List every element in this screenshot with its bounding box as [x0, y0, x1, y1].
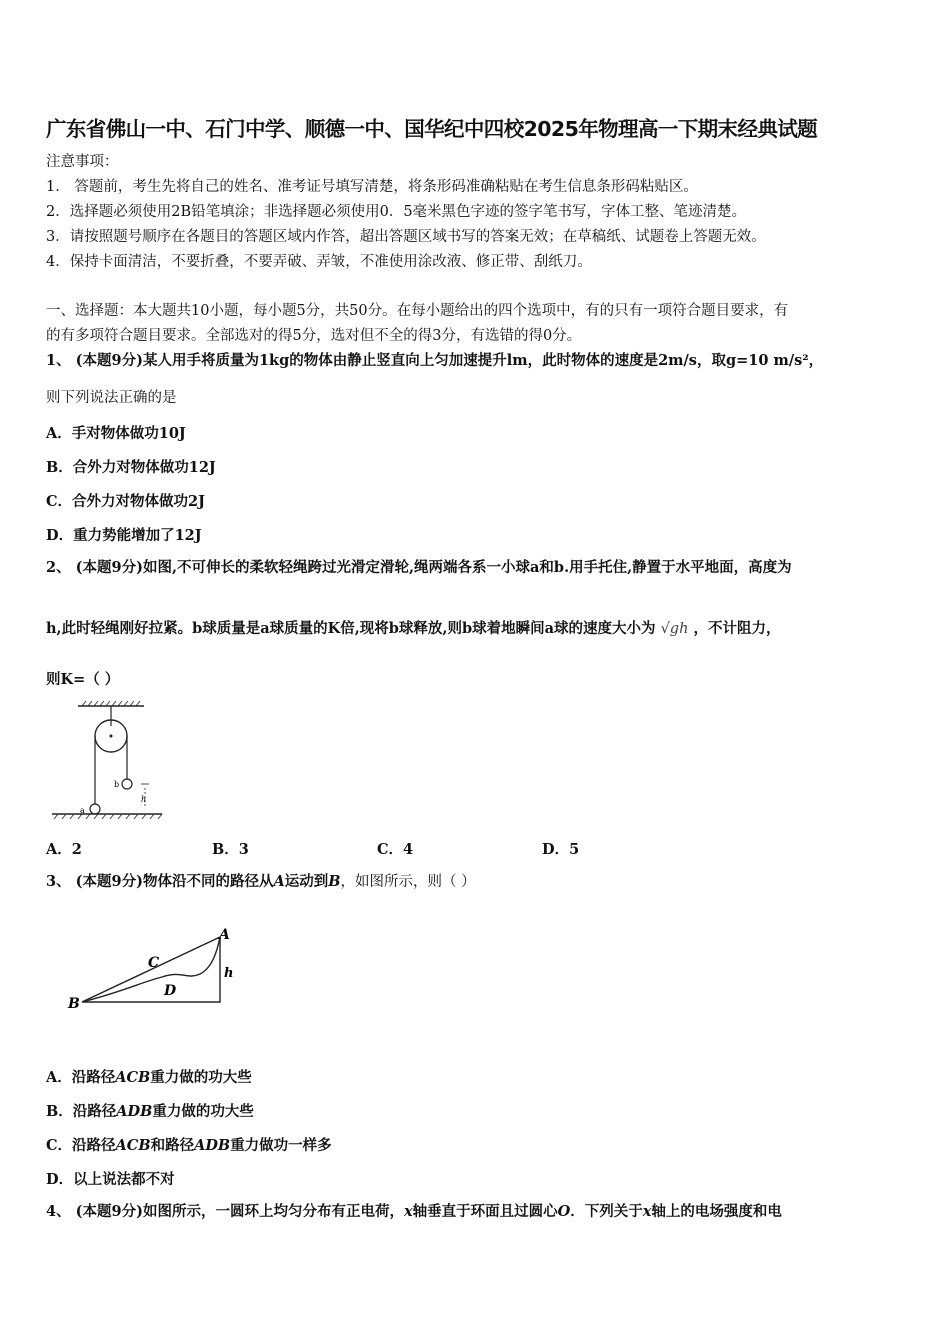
ball-b	[122, 779, 132, 789]
q4-axis-x: x	[403, 1203, 413, 1220]
q1-option-d: D．重力势能增加了12J	[46, 527, 202, 544]
notice-heading: 注意事项：	[46, 154, 119, 170]
q4-text: 轴垂直于环面且过圆心	[412, 1203, 558, 1220]
label-B: B	[68, 996, 80, 1012]
q3-text: 运动到	[284, 873, 329, 890]
q2-text: h,此时轻绳刚好拉紧。b球质量是a球质量的K倍,现将b球释放,则b球着地瞬间a球的速度大小为	[46, 620, 656, 637]
q4-text: 轴上的电场强度和电	[651, 1203, 782, 1220]
q3-option-a	[46, 1066, 252, 1087]
q3-point-b: B	[328, 873, 341, 890]
page-title: 广东省佛山一中、石门中学、顺德一中、国华纪中四校2025年物理高一下期末经典试题	[46, 117, 818, 141]
section-intro: 一、选择题：本大题共10小题，每小题5分，共50分。在每小题给出的四个选项中，有的只有一项符合题目要求，有	[46, 303, 789, 319]
question-1-stem: 1、 (本题9分)某人用手将质量为1kg的物体由静止竖直向上匀加速提升lm，此时物体的速度是2m/s，取g=10 m/s²，	[46, 352, 824, 369]
path-figure	[62, 922, 252, 1018]
q3-option-text: 重力做的功大些	[150, 1069, 252, 1086]
q2-option-b: B．3	[212, 841, 249, 858]
q3-path-name: ACB	[115, 1137, 151, 1154]
question-2-stem-end: 则K=（ ）	[46, 671, 120, 688]
q4-text: ．下列关于	[570, 1203, 643, 1220]
label-C: C	[148, 955, 160, 971]
q1-option-a: A．手对物体做功10J	[46, 425, 186, 442]
q3-path-name: ACB	[115, 1069, 151, 1086]
label-D: D	[164, 983, 177, 999]
q3-text: 3、 (本题9分)物体沿不同的路径从	[46, 873, 274, 890]
q2-option-d: D．5	[542, 841, 580, 858]
q3-option-text: 重力做的功大些	[152, 1103, 254, 1120]
q3-option-text: 重力做功一样多	[230, 1137, 332, 1154]
question-4-stem	[46, 1202, 782, 1222]
pulley-figure	[48, 700, 168, 824]
q4-text: 4、 (本题9分)如图所示，一圆环上均匀分布有正电荷，	[46, 1203, 404, 1220]
q3-option-c	[46, 1134, 332, 1155]
q4-center-o: O	[557, 1203, 571, 1220]
label-h: h	[141, 795, 147, 804]
notice-item: 3．请按照题号顺序在各题目的答题区域内作答，超出答题区域书写的答案无效；在草稿纸、试题卷上答题无效。	[46, 229, 766, 245]
q2-text: ，不计阻力，	[693, 620, 781, 637]
sqrt-gh-formula: √gh	[660, 621, 689, 637]
ball-a	[90, 804, 100, 814]
q3-text: ，如图所示，则（ ）	[340, 874, 476, 890]
q3-point-a: A	[273, 873, 285, 890]
notice-item: 1． 答题前，考生先将自己的姓名、准考证号填写清楚，将条形码准确粘贴在考生信息条形码粘贴区。	[46, 179, 698, 195]
q1-option-c: C．合外力对物体做功2J	[46, 493, 205, 510]
q3-path-name: ADB	[194, 1137, 231, 1154]
q3-option-text: B．沿路径	[46, 1103, 117, 1120]
notice-item: 4．保持卡面清洁，不要折叠，不要弄破、弄皱，不准使用涂改液、修正带、刮纸刀。	[46, 254, 592, 270]
question-2-stem-cont	[46, 619, 781, 639]
q4-axis-x: x	[642, 1203, 652, 1220]
q2-option-c: C．4	[377, 841, 414, 858]
q3-path-name: ADB	[116, 1103, 153, 1120]
q3-option-text: D．以上说法都不对	[46, 1171, 175, 1188]
q3-option-b	[46, 1100, 254, 1121]
q1-option-b: B．合外力对物体做功12J	[46, 459, 216, 476]
q2-option-a: A．2	[46, 841, 82, 858]
q3-option-text: A．沿路径	[46, 1069, 116, 1086]
question-2-stem: 2、 (本题9分)如图,不可伸长的柔软轻绳跨过光滑定滑轮,绳两端各系一小球a和b.用手托住,静置于水平地面，高度为	[46, 559, 792, 576]
label-b: b	[114, 780, 120, 789]
question-3-stem	[46, 872, 476, 892]
label-h: h	[224, 966, 234, 981]
notice-item: 2．选择题必须使用2B铅笔填涂；非选择题必须使用0．5毫米黑色字迹的签字笔书写，字体工整、笔迹清楚。	[46, 204, 747, 220]
label-A: A	[219, 927, 230, 943]
question-1-stem-cont: 则下列说法正确的是	[46, 390, 177, 406]
pulley-axle	[110, 735, 113, 738]
q3-option-d	[46, 1168, 175, 1189]
q3-option-text: C．沿路径	[46, 1137, 116, 1154]
label-a: a	[80, 806, 85, 815]
q3-option-text: 和路径	[150, 1137, 195, 1154]
section-intro: 的有多项符合题目要求。全部选对的得5分，选对但不全的得3分，有选错的得0分。	[46, 328, 582, 344]
